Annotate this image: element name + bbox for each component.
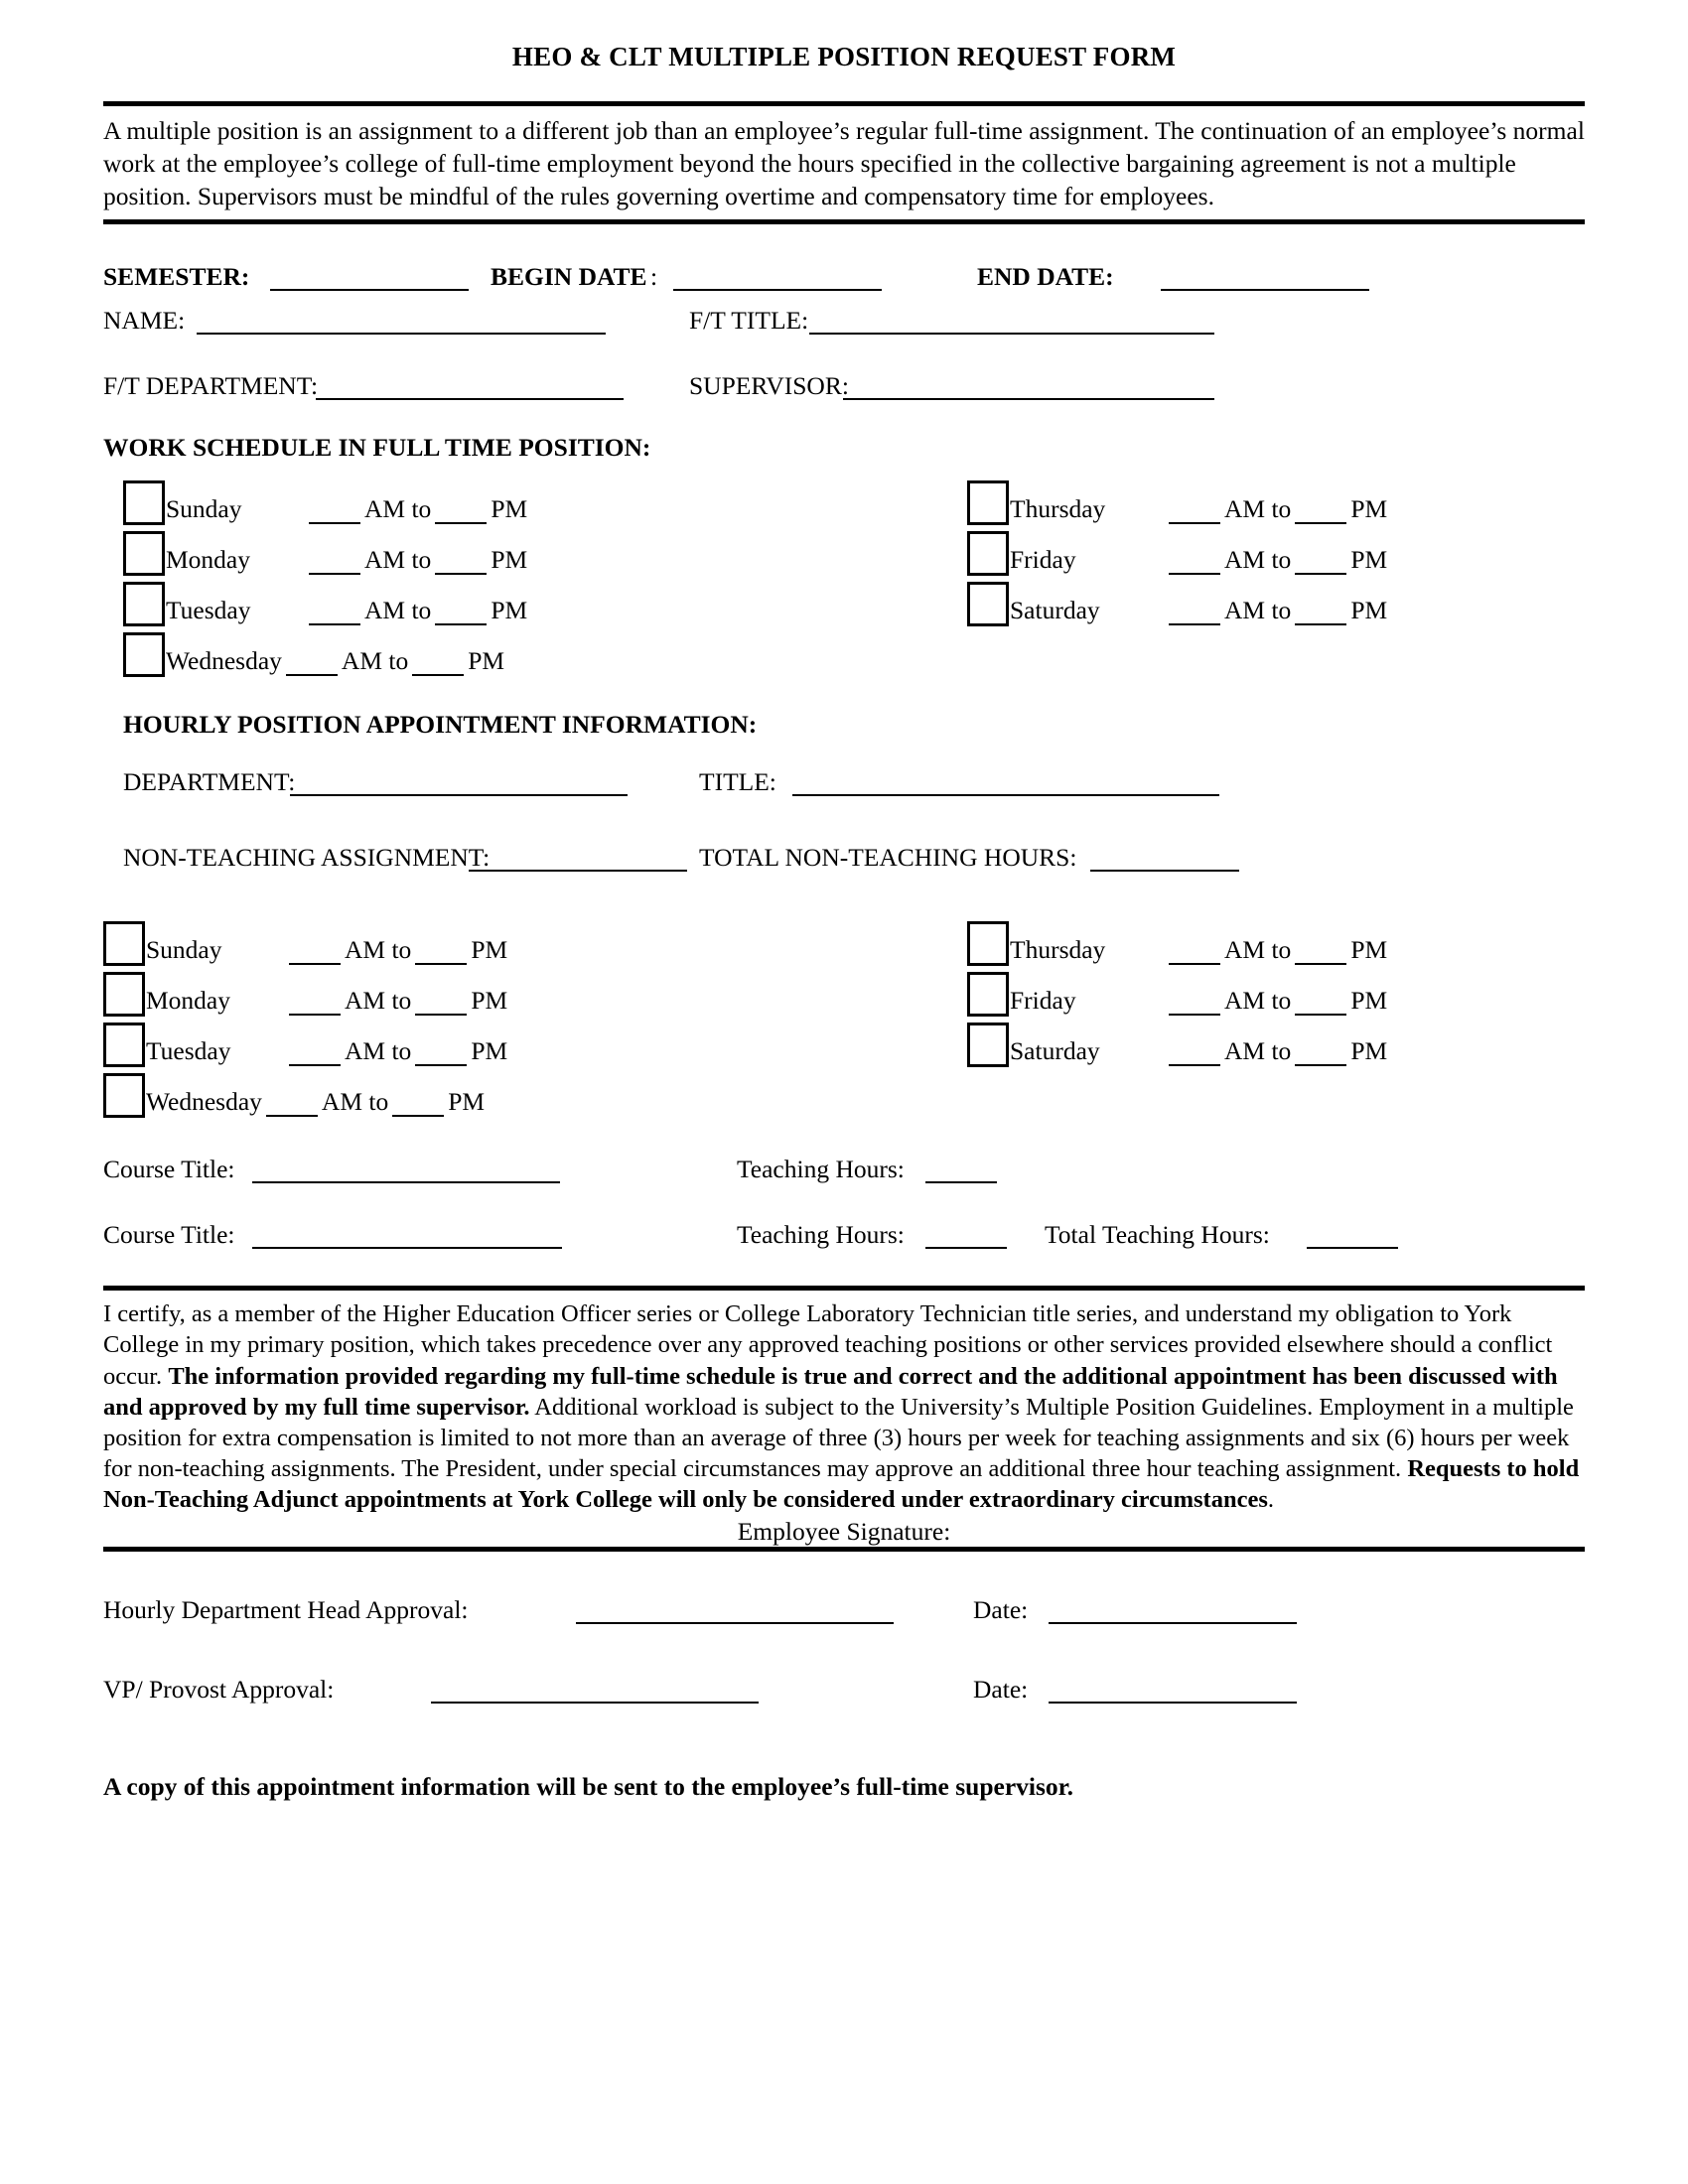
work-hours-wednesday: [282, 646, 504, 676]
date-label-1: Date:: [973, 1595, 1029, 1625]
hourly-schedule-grid: [103, 918, 1585, 1149]
supervisor-input[interactable]: [843, 373, 1214, 400]
hourly-day-label-sunday: Sunday: [146, 935, 222, 965]
hourly-end-time-friday[interactable]: [1295, 992, 1346, 1016]
certification-bold1: The information provided regarding my full-time schedule is true and correct and the additional appointment has been discussed with and approved by my full time supervisor.: [103, 1362, 1558, 1421]
checkbox-thursday[interactable]: [967, 480, 1009, 525]
courses-section: [103, 1155, 1585, 1276]
hourly-row-saturday: [967, 1020, 1387, 1070]
hourly-department-input[interactable]: [290, 769, 628, 796]
work-schedule-row-monday: [123, 528, 527, 579]
hourly-am-to-sunday: AM to: [345, 934, 412, 964]
am-to-label-wednesday: AM to: [341, 645, 409, 675]
hourly-pm-monday: PM: [471, 985, 508, 1015]
hourly-schedule-right-column: [967, 918, 1387, 1070]
start-time-input-saturday[interactable]: [1169, 602, 1220, 625]
hourly-row-monday: [103, 969, 507, 1020]
course-title-input-1[interactable]: [252, 1157, 560, 1183]
hourly-title-input[interactable]: [792, 769, 1219, 796]
total-teaching-hours-label: Total Teaching Hours:: [1045, 1220, 1270, 1250]
work-hours-monday: [305, 545, 527, 575]
day-label-saturday: Saturday: [1010, 596, 1100, 625]
vp-provost-approval-input[interactable]: [431, 1677, 759, 1704]
begin-date-input[interactable]: [673, 264, 882, 291]
end-time-input-saturday[interactable]: [1295, 602, 1346, 625]
work-hours-sunday: [305, 494, 527, 524]
hourly-start-time-friday[interactable]: [1169, 992, 1220, 1016]
day-label-friday: Friday: [1010, 545, 1076, 575]
certification-part2: Additional workload is subject to the University’s Multiple Position Guidelines. Employment in a multiple position for extra compensation is limited to not more than an average of three (3) hours per week for teaching assignments and six (6) hours per week for non-teaching assignments. The President, under special circumstances may approve an additional three hour teaching assignment.: [103, 1393, 1574, 1482]
day-label-sunday: Sunday: [166, 494, 242, 524]
checkbox-wednesday[interactable]: [123, 632, 165, 677]
hourly-am-to-saturday: AM to: [1224, 1035, 1292, 1065]
hourly-section: [103, 710, 1585, 1149]
hourly-checkbox-tuesday[interactable]: [103, 1023, 145, 1067]
am-to-label-friday: AM to: [1224, 544, 1292, 574]
hourly-pm-thursday: PM: [1350, 934, 1388, 964]
work-schedule-right-column: [967, 478, 1387, 629]
hourly-day-label-thursday: Thursday: [1010, 935, 1106, 965]
hourly-end-time-tuesday[interactable]: [415, 1042, 467, 1066]
hourly-am-to-monday: AM to: [345, 985, 412, 1015]
hourly-am-to-thursday: AM to: [1224, 934, 1292, 964]
work-schedule-row-friday: [967, 528, 1387, 579]
hourly-title-label: TITLE:: [699, 767, 776, 797]
work-schedule-row-sunday: [123, 478, 527, 528]
semester-label: SEMESTER:: [103, 262, 250, 292]
hourly-hours-saturday: [1165, 1036, 1387, 1066]
work-schedule-row-wednesday: [123, 629, 527, 680]
total-teaching-hours-input[interactable]: [1307, 1222, 1398, 1249]
hourly-schedule-left-column: [103, 918, 507, 1121]
am-to-label-thursday: AM to: [1224, 493, 1292, 523]
work-schedule-section: [103, 433, 1585, 706]
ft-title-input[interactable]: [809, 308, 1214, 335]
hourly-pm-wednesday: PM: [448, 1086, 486, 1116]
teaching-hours-input-2[interactable]: [925, 1222, 1007, 1249]
end-date-input[interactable]: [1161, 264, 1369, 291]
hourly-checkbox-friday[interactable]: [967, 972, 1009, 1017]
day-label-wednesday: Wednesday: [166, 646, 282, 676]
hourly-checkbox-thursday[interactable]: [967, 921, 1009, 966]
ft-department-input[interactable]: [316, 373, 624, 400]
hourly-end-time-saturday[interactable]: [1295, 1042, 1346, 1066]
day-label-thursday: Thursday: [1010, 494, 1106, 524]
hourly-end-time-thursday[interactable]: [1295, 941, 1346, 965]
hourly-row-wednesday: [103, 1070, 507, 1121]
total-non-teaching-hours-label: TOTAL NON-TEACHING HOURS:: [699, 843, 1077, 873]
work-hours-thursday: [1165, 494, 1387, 524]
am-to-label-saturday: AM to: [1224, 595, 1292, 624]
hourly-start-time-sunday[interactable]: [289, 941, 341, 965]
start-time-input-wednesday[interactable]: [286, 652, 338, 676]
name-input[interactable]: [197, 308, 606, 335]
certification-bold2: Requests to hold Non-Teaching Adjunct appointments at York College will only be considered under extraordinary circumstances: [103, 1454, 1580, 1513]
day-label-monday: Monday: [166, 545, 250, 575]
checkbox-tuesday[interactable]: [123, 582, 165, 626]
hourly-hours-tuesday: [285, 1036, 507, 1066]
employee-signature-label: Employee Signature:: [737, 1517, 951, 1547]
start-time-input-thursday[interactable]: [1169, 500, 1220, 524]
start-time-input-monday[interactable]: [309, 551, 360, 575]
hourly-checkbox-saturday[interactable]: [967, 1023, 1009, 1067]
certification-part3: .: [1267, 1485, 1274, 1513]
hourly-head-approval-input[interactable]: [576, 1597, 894, 1624]
hourly-am-to-wednesday: AM to: [321, 1086, 389, 1116]
hourly-hours-sunday: [285, 935, 507, 965]
name-label: NAME:: [103, 306, 186, 336]
hourly-day-label-friday: Friday: [1010, 986, 1076, 1016]
pm-label-monday: PM: [491, 544, 528, 574]
begin-date-label: BEGIN DATE: [491, 262, 647, 292]
end-time-input-monday[interactable]: [435, 551, 487, 575]
end-date-label: END DATE:: [977, 262, 1114, 292]
pm-label-thursday: PM: [1350, 493, 1388, 523]
date-label-2: Date:: [973, 1675, 1029, 1705]
hourly-row-tuesday: [103, 1020, 507, 1070]
hourly-row-thursday: [967, 918, 1387, 969]
hourly-end-time-wednesday[interactable]: [392, 1093, 444, 1117]
hourly-pm-friday: PM: [1350, 985, 1388, 1015]
day-label-tuesday: Tuesday: [166, 596, 251, 625]
work-schedule-heading: WORK SCHEDULE IN FULL TIME POSITION:: [103, 433, 651, 463]
hourly-am-to-tuesday: AM to: [345, 1035, 412, 1065]
course-title-label-2: Course Title:: [103, 1220, 235, 1250]
hourly-hours-monday: [285, 986, 507, 1016]
footnote-text: A copy of this appointment information will be sent to the employee’s full-time supervisor.: [103, 1772, 1073, 1802]
vp-provost-approval-label: VP/ Provost Approval:: [103, 1675, 335, 1705]
work-hours-friday: [1165, 545, 1387, 575]
hourly-checkbox-sunday[interactable]: [103, 921, 145, 966]
checkbox-sunday[interactable]: [123, 480, 165, 525]
checkbox-monday[interactable]: [123, 531, 165, 576]
end-time-input-sunday[interactable]: [435, 500, 487, 524]
page-title: HEO & CLT MULTIPLE POSITION REQUEST FORM: [511, 42, 1177, 71]
end-time-input-friday[interactable]: [1295, 551, 1346, 575]
end-time-input-tuesday[interactable]: [435, 602, 487, 625]
hourly-end-time-monday[interactable]: [415, 992, 467, 1016]
ft-department-label: F/T DEPARTMENT:: [103, 371, 319, 401]
hourly-am-to-friday: AM to: [1224, 985, 1292, 1015]
non-teaching-assignment-label: NON-TEACHING ASSIGNMENT:: [123, 843, 491, 873]
hourly-pm-tuesday: PM: [471, 1035, 508, 1065]
pm-label-wednesday: PM: [468, 645, 505, 675]
work-schedule-row-thursday: [967, 478, 1387, 528]
certification-band: [103, 1286, 1585, 1552]
supervisor-label: SUPERVISOR:: [689, 371, 849, 401]
teaching-hours-label-1: Teaching Hours:: [737, 1155, 905, 1184]
intro-band: [103, 101, 1585, 224]
hourly-department-label: DEPARTMENT:: [123, 767, 296, 797]
hourly-row-sunday: [103, 918, 507, 969]
end-time-input-thursday[interactable]: [1295, 500, 1346, 524]
rule-below-intro: [103, 219, 1585, 224]
hourly-day-label-saturday: Saturday: [1010, 1036, 1100, 1066]
hourly-pm-saturday: PM: [1350, 1035, 1388, 1065]
rule-below-signature: [103, 1547, 1585, 1552]
hourly-checkbox-wednesday[interactable]: [103, 1073, 145, 1118]
hourly-hours-friday: [1165, 986, 1387, 1016]
semester-input[interactable]: [270, 264, 469, 291]
hourly-hours-thursday: [1165, 935, 1387, 965]
hourly-start-time-tuesday[interactable]: [289, 1042, 341, 1066]
certification-text: [103, 1291, 1585, 1515]
teaching-hours-label-2: Teaching Hours:: [737, 1220, 905, 1250]
pm-label-sunday: PM: [491, 493, 528, 523]
approvals-section: [103, 1595, 1585, 1802]
hourly-end-time-sunday[interactable]: [415, 941, 467, 965]
non-teaching-assignment-input[interactable]: [469, 845, 687, 872]
date-input-1[interactable]: [1049, 1597, 1297, 1624]
work-hours-tuesday: [305, 596, 527, 625]
hourly-start-time-wednesday[interactable]: [266, 1093, 318, 1117]
top-fields: [103, 262, 1585, 423]
hourly-checkbox-monday[interactable]: [103, 972, 145, 1017]
start-time-input-sunday[interactable]: [309, 500, 360, 524]
hourly-day-label-tuesday: Tuesday: [146, 1036, 231, 1066]
hourly-head-approval-label: Hourly Department Head Approval:: [103, 1595, 469, 1625]
am-to-label-tuesday: AM to: [364, 595, 432, 624]
hourly-start-time-monday[interactable]: [289, 992, 341, 1016]
hourly-start-time-thursday[interactable]: [1169, 941, 1220, 965]
checkbox-friday[interactable]: [967, 531, 1009, 576]
hourly-day-label-wednesday: Wednesday: [146, 1087, 262, 1117]
pm-label-tuesday: PM: [491, 595, 528, 624]
hourly-row-friday: [967, 969, 1387, 1020]
work-schedule-row-saturday: [967, 579, 1387, 629]
certification-part1: I certify, as a member of the Higher Education Officer series or College Laboratory Technician title series, and understand my obligation to York College in my primary position, which takes precedence over any approved teaching positions or other services provided elsewhere should a conflict occur.: [103, 1300, 1553, 1390]
course-title-input-2[interactable]: [252, 1222, 562, 1249]
teaching-hours-input-1[interactable]: [925, 1157, 997, 1183]
hourly-day-label-monday: Monday: [146, 986, 230, 1016]
hourly-hours-wednesday: [262, 1087, 485, 1117]
date-input-2[interactable]: [1049, 1677, 1297, 1704]
work-schedule-grid: [103, 478, 1585, 706]
start-time-input-friday[interactable]: [1169, 551, 1220, 575]
am-to-label-monday: AM to: [364, 544, 432, 574]
hourly-start-time-saturday[interactable]: [1169, 1042, 1220, 1066]
work-hours-saturday: [1165, 596, 1387, 625]
ft-title-label: F/T TITLE:: [689, 306, 809, 336]
intro-paragraph: A multiple position is an assignment to a different job than an employee’s regular full-time assignment. The continuation of an employee’s normal work at the employee’s college of full-time employment beyond the hours specified in the collective bargaining agreement is not a multiple position. Supervisors must be mindful of the rules governing overtime and compensatory time for employees.: [103, 116, 1585, 210]
checkbox-saturday[interactable]: [967, 582, 1009, 626]
course-title-label-1: Course Title:: [103, 1155, 235, 1184]
am-to-label-sunday: AM to: [364, 493, 432, 523]
pm-label-saturday: PM: [1350, 595, 1388, 624]
end-time-input-wednesday[interactable]: [412, 652, 464, 676]
hourly-heading: HOURLY POSITION APPOINTMENT INFORMATION:: [123, 710, 758, 740]
pm-label-friday: PM: [1350, 544, 1388, 574]
work-schedule-row-tuesday: [123, 579, 527, 629]
start-time-input-tuesday[interactable]: [309, 602, 360, 625]
begin-date-colon: :: [650, 262, 658, 292]
work-schedule-left-column: [123, 478, 527, 680]
hourly-pm-sunday: PM: [471, 934, 508, 964]
total-non-teaching-hours-input[interactable]: [1090, 845, 1239, 872]
